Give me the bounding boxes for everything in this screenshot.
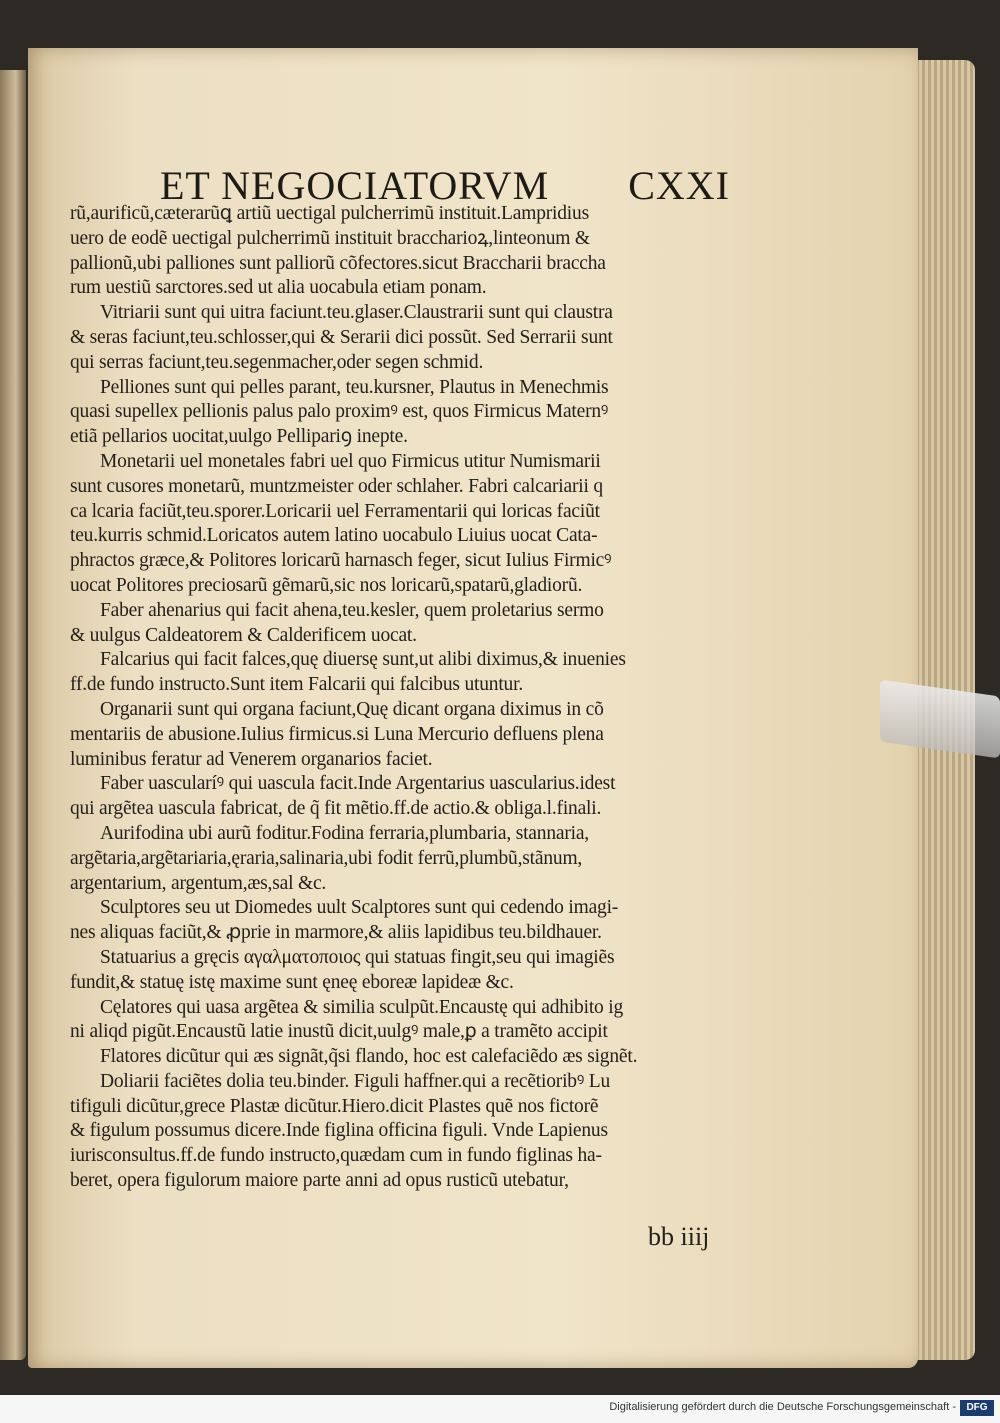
text-line: teu.kurris schmid.Loricatos autem latino uocabulo Liuius uocat Cata- bbox=[70, 525, 598, 547]
text-line: qui argẽtea uascula fabricat, de q̃ fit mẽtio.ff.de actio.& obliga.l.finali. bbox=[70, 798, 602, 820]
text-line: fundit,& statuę istę maxime sunt ęneę eboreæ lapideæ &c. bbox=[70, 971, 514, 993]
text-line: argentarium, argentum,æs,sal &c. bbox=[70, 872, 327, 894]
text-line: nes aliquas faciũt,& ꝓprie in marmore,& aliis lapidibus teu.bildhauer. bbox=[70, 922, 602, 944]
signature-mark: bb iiij bbox=[648, 1222, 710, 1251]
text-line: Vitriarii sunt qui uitra faciunt.teu.glaser.Claustrarii sunt qui claustra bbox=[100, 302, 613, 324]
text-line: etiã pellarios uocitat,uulgo Pellipariꝯ inepte. bbox=[70, 426, 408, 448]
text-line: ca lcaria faciũt,teu.sporer.Loricarii uel Ferramentarii qui loricas faciũt bbox=[70, 500, 600, 522]
text-line: ni aliqd pigũt.Encaustũ latie inustũ dicit,uulgꝰ male,ꝑ a tramẽto accipit bbox=[70, 1021, 608, 1043]
text-line: rũ,aurificũ,cæterarũꝗ artiũ uectigal pulcherrimũ instituit.Lampridius bbox=[70, 203, 589, 224]
running-title: ET NEGOCIATORVM bbox=[160, 163, 550, 208]
text-line: quasi supellex pellionis palus palo proximꝰ est, quos Firmicus Maternꝰ bbox=[70, 401, 609, 423]
text-line: tifiguli dicũtur,grece Plastæ dicũtur.Hiero.dicit Plastes quẽ nos fictorẽ bbox=[70, 1095, 599, 1117]
text-line: & figulum possumus dicere.Inde figlina officina figuli. Vnde Lapienus bbox=[70, 1120, 608, 1142]
text-line: Organarii sunt qui organa faciunt,Quę dicant organa diximus in cõ bbox=[100, 698, 604, 720]
text-line: & seras faciunt,teu.schlosser,qui & Serarii dici possũt. Sed Serrarii sunt bbox=[70, 326, 613, 348]
funding-credit: Digitalisierung gefördert durch die Deutsche Forschungsgemeinschaft - bbox=[609, 1401, 956, 1413]
text-line: Statuarius a gręcis αγαλματοποιος qui statuas fingit,seu qui imagiẽs bbox=[100, 946, 615, 968]
text-line: argẽtaria,argẽtariaria,ęraria,salinaria,ubi fodit ferrũ,plumbũ,stãnum, bbox=[70, 847, 583, 869]
text-line: Monetarii uel monetales fabri uel quo Firmicus utitur Numismarii bbox=[100, 450, 601, 472]
text-line: qui serras faciunt,teu.segenmacher,oder segen schmid. bbox=[70, 351, 484, 373]
body-text bbox=[70, 202, 770, 1194]
text-line: uocat Politores preciosarũ gẽmarũ,sic nos loricarũ,spatarũ,gladiorũ. bbox=[70, 574, 583, 596]
text-line: luminibus feratur ad Venerem organarios faciet. bbox=[70, 748, 433, 770]
text-line: Falcarius qui facit falces,quę diuersę sunt,ut alibi diximus,& inuenies bbox=[100, 649, 626, 671]
footer-bar bbox=[0, 1395, 1000, 1423]
text-line: Doliarii faciẽtes dolia teu.binder. Figuli haffner.qui a recẽtioribꝰ Lu bbox=[100, 1070, 611, 1092]
text-line: & uulgus Caldeatorem & Calderificem uocat. bbox=[70, 624, 417, 646]
folio-number: CXXI bbox=[628, 163, 730, 208]
text-line: beret, opera figulorum maiore parte anni ad opus rusticũ utebatur, bbox=[70, 1170, 569, 1192]
facing-page-edge bbox=[0, 70, 26, 1360]
text-line: Faber ahenarius qui facit ahena,teu.kesler, quem proletarius sermo bbox=[100, 599, 604, 621]
text-line: pallionũ,ubi palliones sunt palliorũ cõfectores.sicut Braccharii braccha bbox=[70, 252, 606, 274]
text-line: rum uestiũ sarctores.sed ut alia uocabula etiam ponam. bbox=[70, 277, 487, 299]
text-line: Faber uascularíꝰ qui uascula facit.Inde Argentarius uascularius.idest bbox=[100, 773, 616, 795]
text-line: iurisconsultus.ff.de fundo instructo,quædam cum in fundo figlinas ha- bbox=[70, 1145, 602, 1167]
dfg-logo: DFG bbox=[960, 1400, 994, 1416]
text-line: sunt cusores monetarũ, muntzmeister oder schlaher. Fabri calcariarii q bbox=[70, 475, 603, 497]
text-line: phractos græce,& Politores loricarũ harnasch feger, sicut Iulius Firmicꝰ bbox=[70, 550, 612, 572]
text-line: Pelliones sunt qui pelles parant, teu.kursner, Plautus in Menechmis bbox=[100, 376, 609, 398]
text-line: Flatores dicũtur qui æs signãt,q̃si flando, hoc est calefaciẽdo æs signẽt. bbox=[100, 1046, 638, 1068]
text-line: uero de eodẽ uectigal pulcherrimũ instituit braccharioꝝ,linteonum & bbox=[70, 227, 590, 249]
text-line: Cęlatores qui uasa argẽtea & similia sculpũt.Encaustę qui adhibito ig bbox=[100, 996, 624, 1018]
text-line: Aurifodina ubi aurũ foditur.Fodina ferraria,plumbaria, stannaria, bbox=[100, 822, 589, 844]
text-line: ff.de fundo instructo.Sunt item Falcarii qui falcibus utuntur. bbox=[70, 674, 524, 696]
text-line: mentariis de abusione.Iulius firmicus.si Luna Mercurio defluens plena bbox=[70, 723, 604, 745]
text-line: Sculptores seu ut Diomedes uult Scalptores sunt qui cedendo imagi- bbox=[100, 897, 619, 919]
